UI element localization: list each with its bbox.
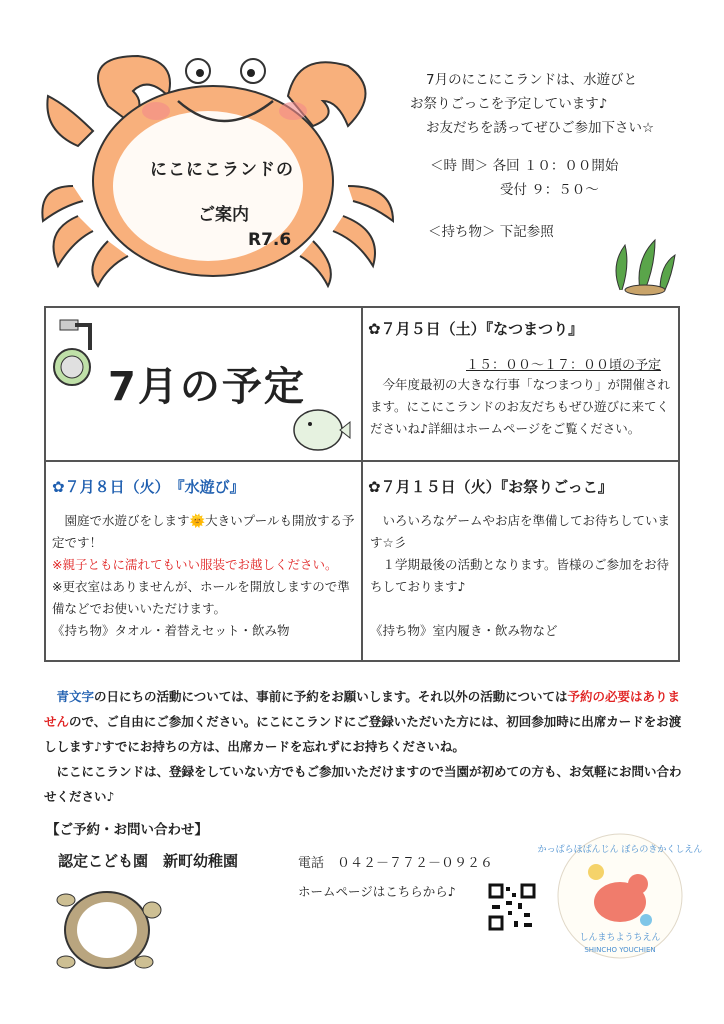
event-1-heading: ✿７月５日（土）『なつまつり』: [368, 320, 584, 338]
event-3-body: [370, 510, 674, 642]
turtle-illustration: [52, 880, 162, 975]
pufferfish-illustration: [290, 402, 350, 454]
qr-code-icon[interactable]: [488, 883, 536, 931]
notice-part-3: にこにこランドは、登録をしていない方でもご参加いただけますので当園が初めての方も、お気軽にお問い合わせください♪: [44, 764, 682, 804]
event-3-body-text-2: １学期最後の活動となります。皆様のご参加をお待ちしております♪: [370, 557, 670, 594]
items-info: ＜持ち物＞ 下記参照: [428, 224, 554, 240]
school-logo: [537, 832, 703, 960]
homepage-text: ホームページはこちらから♪: [298, 884, 456, 899]
seaweed-illustration: [600, 235, 680, 295]
notice-part-1: の日にちの活動については、事前に予約をお願いします。それ以外の活動については: [94, 689, 568, 704]
grid-divider-vertical: [361, 306, 363, 662]
school-name: 認定こども園 新町幼稚園: [58, 852, 239, 870]
event-1-time: １５：００～１７：００頃の予定: [466, 358, 662, 373]
intro-line-3: お友だちを誘ってぜひご参加下さい☆: [426, 120, 655, 136]
header-title: にこにこランドの: [150, 160, 294, 180]
snorkel-illustration: [50, 315, 110, 387]
intro-text: [410, 68, 710, 140]
event-2-note: ※更衣室はありませんが、ホールを開放しますので準備などでお使いいただけます。: [52, 579, 350, 616]
event-3-items: 《持ち物》室内履き・飲み物など: [370, 623, 558, 638]
event-2-heading: ✿７月８日（火） 『水遊び』: [52, 478, 245, 496]
event-2-items: 《持ち物》タオル・着替えセット・飲み物: [52, 623, 290, 638]
time-info: [430, 154, 618, 202]
event-2-warning: ※親子ともに濡れてもいい服装でお越しください。: [52, 557, 338, 572]
logo-text-middle: しんまちようちえん: [579, 933, 661, 943]
event-2-body-text: 園庭で水遊びをします🌞大きいプールも開放する予定です！: [52, 513, 355, 550]
event-2-body: [52, 510, 356, 642]
notice-blue-text: 青文字: [56, 689, 95, 704]
time-label: ＜時 間＞ 各回 １０：００開始: [430, 158, 619, 174]
notice-part-2: ので、ご自由にご参加ください。にこにこランドにご登録いただいた方には、初回参加時に出席カードをお渡しします♪すでにお持ちの方は、出席カードを忘れずにお持ちくださいね。: [44, 714, 682, 754]
phone-number: 電話 ０４２－７７２－０９２６: [298, 856, 494, 871]
event-3-heading: ✿７月１５日（火）『お祭りごっこ』: [368, 478, 613, 496]
logo-text-top: かっぱらほぱんじん ぼらのきかくしえん: [537, 845, 703, 855]
reservation-notice: [44, 684, 684, 809]
header-subtitle: ご案内: [198, 205, 249, 225]
event-1-body: 今年度最初の大きな行事「なつまつり」が開催されます。にこにこランドのお友だちもぜひ遊びに来てくださいね♪詳細はホームページをご覧ください。: [370, 377, 671, 436]
grid-divider-horizontal: [44, 460, 680, 462]
event-3-body-text: いろいろなゲームやお店を準備してお待ちしています☆彡: [370, 513, 671, 550]
logo-text-bottom: SHINCHO YOUCHIEN: [584, 946, 656, 954]
notice-red-text: 予約の必要はありません: [44, 689, 681, 729]
reception-time: 受付 ９：５０～: [500, 182, 599, 198]
schedule-title: 7月の予定: [108, 364, 306, 410]
header-date: R7.6: [248, 230, 292, 250]
intro-line-1: 7月のにこにこランドは、水遊びと: [426, 72, 638, 88]
contact-heading: 【ご予約・お問い合わせ】: [46, 822, 208, 838]
intro-line-2: お祭りごっこを予定しています♪: [410, 96, 608, 112]
